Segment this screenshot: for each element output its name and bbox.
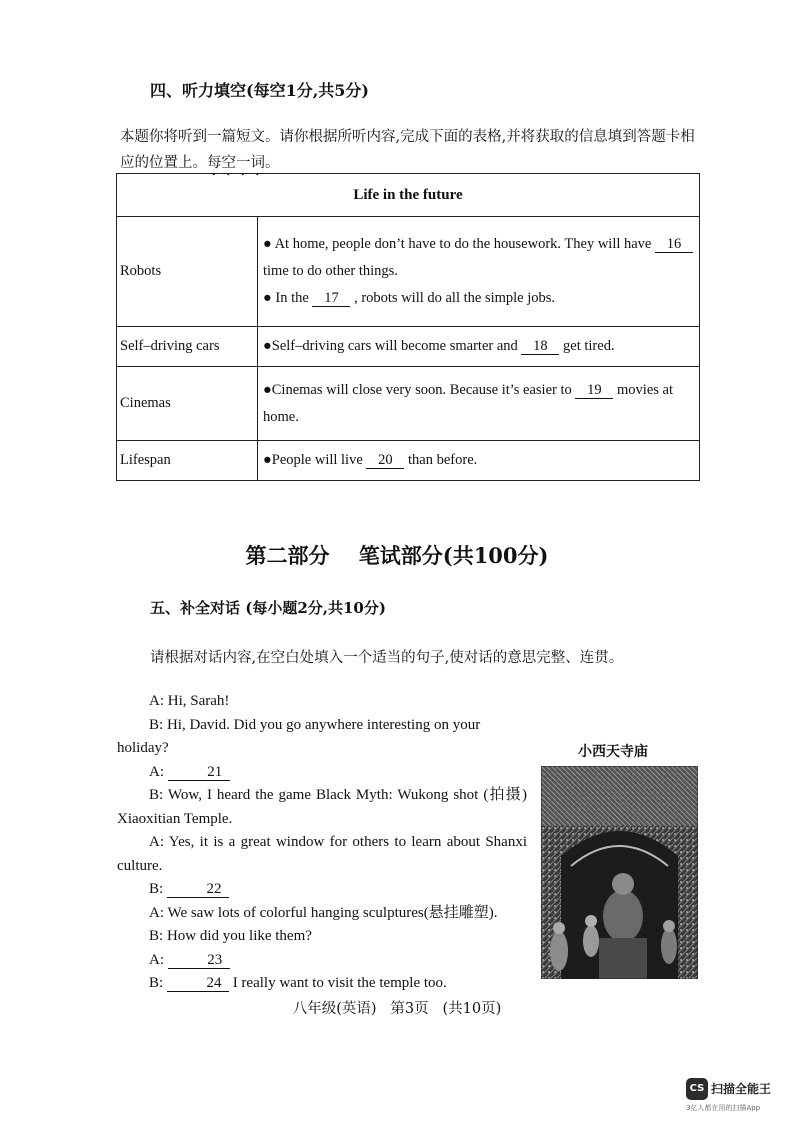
lifespan-text-1: ●People will live: [263, 452, 363, 468]
cars-text-2: get tired.: [563, 338, 615, 354]
line-text: How did you like them?: [166, 928, 312, 944]
dialogue-line: [117, 972, 527, 996]
dialogue-line: [117, 831, 527, 878]
row-label: Self–driving cars: [117, 327, 258, 367]
dialogue-line: [117, 784, 527, 831]
cinemas-text-2: movies at home.: [263, 381, 673, 425]
photo-caption: 小西天寺庙: [578, 744, 648, 760]
row-label: Cinemas: [117, 367, 258, 441]
section-5-title: 五、补全对话 (每小题2分,共10分): [150, 599, 386, 617]
listening-table: [116, 173, 700, 481]
temple-photo: [541, 766, 698, 979]
blank-18: 18: [521, 338, 559, 355]
page-footer: 八年级(英语) 第3页 (共10页): [292, 1001, 502, 1017]
speaker: B:: [149, 787, 164, 803]
line-text: Wow, I heard the game Black Myth: Wukong shot (拍摄) Xiaoxitian Temple.: [117, 787, 528, 827]
blank-16: 16: [655, 236, 693, 253]
row-content: [258, 441, 700, 481]
dialogue-line: [117, 714, 527, 761]
speaker: B:: [149, 975, 164, 991]
blank-17: 17: [312, 290, 350, 307]
part-2-title: 第二部分 笔试部分(共100分): [245, 543, 549, 568]
intro-text: 本题你将听到一篇短文。请你根据所听内容,完成下面的表格,并将获取的信息填到答题卡相应的位置上。: [120, 129, 695, 171]
intro-end: 。: [265, 155, 280, 171]
dialogue-line: [117, 761, 527, 785]
line-text: I really want to visit the temple too.: [232, 975, 447, 991]
cars-text-1: ●Self–driving cars will become smarter and: [263, 338, 518, 354]
section-4-intro: [120, 124, 700, 179]
blank-21: 21: [168, 764, 230, 781]
table-row: [117, 367, 700, 441]
line-text: Hi, David. Did you go anywhere interesting on your holiday?: [117, 716, 481, 756]
blank-22: 22: [167, 881, 229, 898]
section-4-title: 四、听力填空(每空1分,共5分): [150, 81, 369, 100]
blank-20: 20: [366, 452, 404, 469]
row-label: Robots: [117, 217, 258, 327]
speaker: A:: [149, 904, 164, 921]
camscanner-logo-icon: CS: [686, 1078, 708, 1100]
scanner-watermark-tagline: 3亿人都在用的扫描App: [686, 1104, 761, 1112]
line-text: Hi, Sarah!: [167, 693, 230, 709]
speaker: A:: [149, 951, 164, 968]
table-row: [117, 441, 700, 481]
robots-text-1: ● At home, people don’t have to do the housework. They will have: [263, 236, 652, 252]
section-5-instruction: 请根据对话内容,在空白处填入一个适当的句子,使对话的意思完整、连贯。: [150, 650, 624, 666]
blank-23: 23: [168, 952, 230, 969]
scanner-watermark-name: 扫描全能王: [711, 1082, 772, 1096]
robots-text-4: , robots will do all the simple jobs.: [354, 290, 556, 306]
line-text: Yes, it is a great window for others to learn about Shanxi culture.: [117, 834, 528, 874]
intro-emphasis: 每空一词: [207, 155, 265, 171]
dialogue-line: [117, 690, 527, 714]
dialogue-line: [117, 949, 527, 973]
line-text: We saw lots of colorful hanging sculptures(悬挂雕塑).: [167, 904, 498, 921]
table-row: [117, 327, 700, 367]
dialogue-line: [117, 925, 527, 949]
table-row: [117, 217, 700, 327]
cinemas-text-1: ●Cinemas will close very soon. Because it’s easier to: [263, 381, 572, 398]
speaker: A:: [149, 693, 164, 709]
blank-24: 24: [167, 975, 229, 992]
row-label: Lifespan: [117, 441, 258, 481]
dialogue: [117, 690, 527, 996]
row-content: [258, 217, 700, 327]
speaker: B:: [149, 716, 164, 733]
table-header: Life in the future: [117, 174, 700, 217]
lifespan-text-2: than before.: [408, 452, 478, 468]
speaker: A:: [149, 763, 164, 780]
robots-text-2: time to do other things.: [263, 263, 398, 279]
dialogue-line: [117, 902, 527, 926]
blank-19: 19: [575, 382, 613, 399]
robots-text-3: ● In the: [263, 290, 309, 306]
row-content: [258, 367, 700, 441]
speaker: B:: [149, 928, 164, 944]
speaker: B:: [149, 881, 164, 897]
row-content: [258, 327, 700, 367]
speaker: A:: [149, 834, 164, 850]
dialogue-line: [117, 878, 527, 902]
